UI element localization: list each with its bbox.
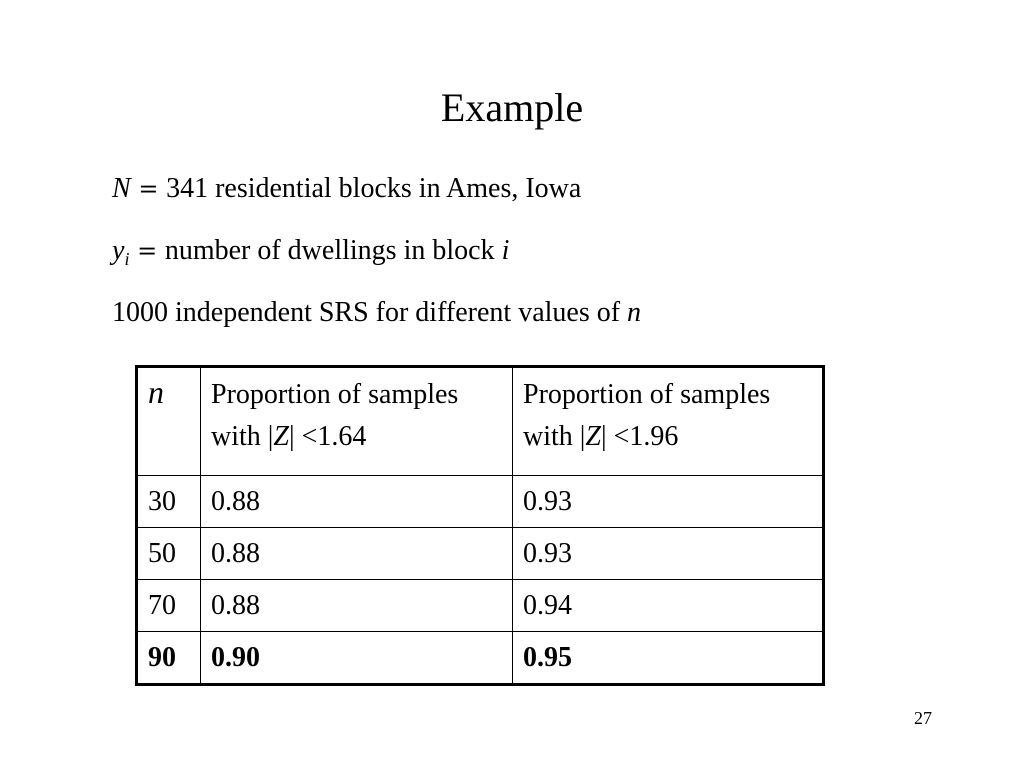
- simulation-description-text: 1000 independent SRS for different values of: [112, 297, 628, 328]
- cell-prop-164: 0.90: [201, 632, 513, 685]
- cell-n: 30: [137, 476, 201, 528]
- header-prop-164: Proportion of samples with |Z| <1.64: [201, 367, 513, 476]
- slide-title: Example: [440, 85, 584, 130]
- equals-sign: =: [129, 237, 165, 265]
- variable-definition-line: [112, 234, 509, 268]
- cell-prop-164: 0.88: [201, 528, 513, 580]
- sample-size-symbol: n: [627, 297, 642, 328]
- cell-n: 70: [137, 580, 201, 632]
- page-number: 27: [914, 708, 932, 728]
- table-row: [137, 580, 824, 632]
- population-size-text: 341 residential blocks in Ames, Iowa: [166, 173, 582, 204]
- variable-definition-text: number of dwellings in block: [164, 235, 502, 266]
- cell-prop-164: 0.88: [201, 476, 513, 528]
- table-row: [137, 476, 824, 528]
- cell-n: 50: [137, 528, 201, 580]
- table-row-highlighted: [137, 632, 824, 685]
- block-index-symbol: i: [501, 235, 510, 266]
- cell-prop-196: 0.93: [513, 476, 824, 528]
- simulation-description-line: [112, 296, 641, 330]
- cell-prop-196: 0.94: [513, 580, 824, 632]
- results-table: [135, 365, 825, 686]
- variable-symbol: y: [112, 235, 125, 266]
- cell-prop-196: 0.95: [513, 632, 824, 685]
- table-header-row: [137, 367, 824, 476]
- equals-sign: =: [130, 175, 167, 203]
- header-n: n: [137, 367, 201, 476]
- population-size-symbol: N: [112, 173, 131, 204]
- variable-subscript: i: [124, 249, 130, 269]
- cell-prop-164: 0.88: [201, 580, 513, 632]
- cell-prop-196: 0.93: [513, 528, 824, 580]
- table-row: [137, 528, 824, 580]
- header-prop-196: Proportion of samples with |Z| <1.96: [513, 367, 824, 476]
- population-size-line: [112, 172, 581, 206]
- cell-n: 90: [137, 632, 201, 685]
